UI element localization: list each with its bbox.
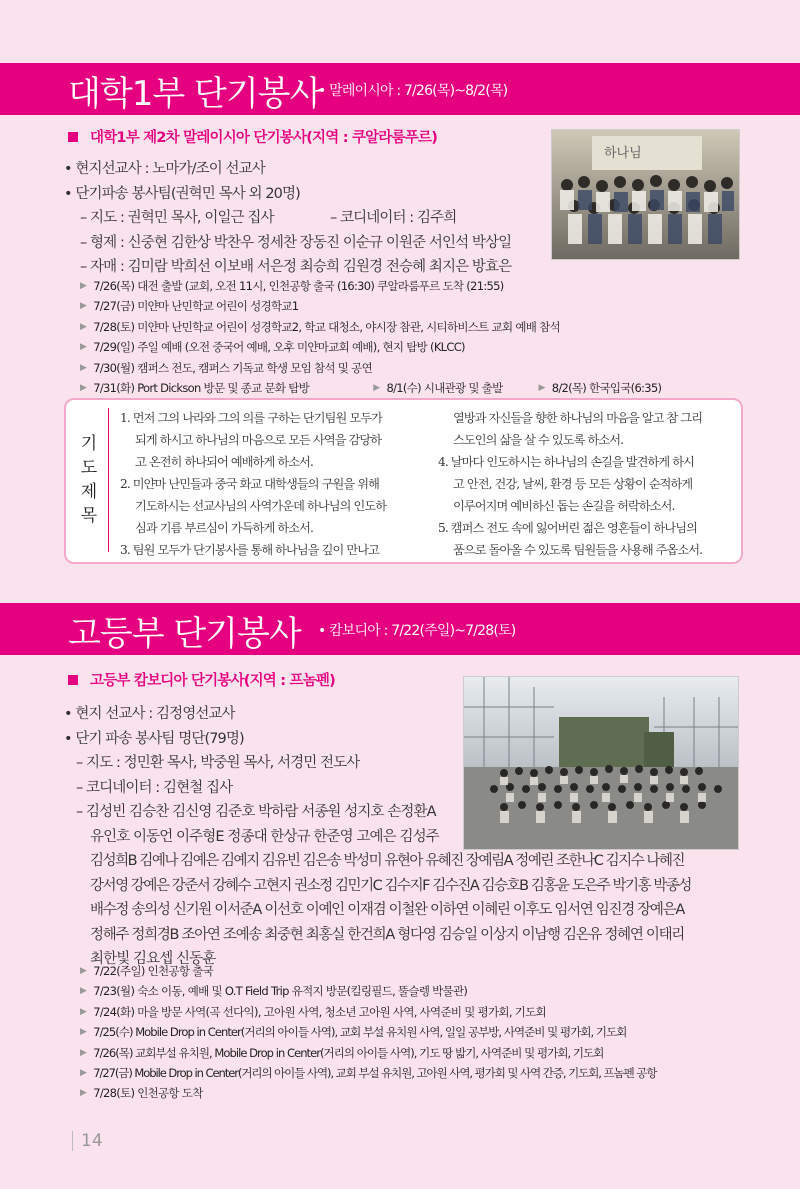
schedule-item [80,378,661,398]
schedule-item [80,296,661,316]
triangle-bullet-icon: ▶ [80,281,87,291]
prayer-label-char: 도 [80,458,98,478]
triangle-bullet-icon: ▶ [80,986,87,997]
schedule-text: 7/25(수) Mobile Drop in Center(거리의 아이들 사역), 교회 부설 유치원 사역, 일일 공부방, 사역준비 및 평가회, 기도회 [93,1025,627,1040]
info-line: • 단기 파송 봉사팀 명단(79명) [64,730,244,747]
schedule-text: 8/2(목) 한국입국(6:35) [551,380,662,395]
schedule-item [80,358,661,378]
schedule-text: 7/22(주일) 인천공항 출국 [93,964,214,978]
section1-heading-text: 대학1부 제2차 말레이시아 단기봉사(지역 : 쿠알라룸푸르) [90,130,438,146]
section1-schedule [80,276,661,398]
schedule-item [80,1083,656,1103]
section1-title: 대학1부 단기봉사 [68,74,322,114]
coordinator-line: – 코디네이터 : 김주희 [330,210,457,226]
triangle-bullet-icon: ▶ [80,1047,87,1058]
team-photo-image [552,130,739,259]
schedule-item [80,961,656,981]
info-line: • 단기파송 봉사팀(권혁민 목사 외 20명) [64,185,300,202]
section1-team-photo [551,129,740,260]
triangle-bullet-icon: ▶ [80,966,87,976]
schedule-item [80,317,661,337]
triangle-bullet-icon: ▶ [80,382,87,393]
info-line: – 코디네이터 : 김현철 집사 [76,779,233,796]
schedule-item [80,1043,656,1063]
triangle-bullet-icon: ▶ [80,301,87,312]
prayer-right-column [438,407,702,561]
info-line: – 형제 : 신중현 김한상 박찬우 정세찬 장동진 이순규 이원준 서인석 박상일 [80,234,512,251]
square-bullet-icon [68,675,78,685]
schedule-text: 7/31(화) Port Dickson 방문 및 종교 문화 탐방 [93,380,310,395]
prayer-line: 고 온전히 하나되어 예배하게 하소서. [135,455,313,469]
photo-banner-text: 하나님 [604,146,642,161]
prayer-line: 기도하시는 선교사님의 사역가운데 하나님의 인도하 [135,499,387,513]
triangle-bullet-icon: ▶ [80,342,87,353]
triangle-bullet-icon: ▶ [80,1088,87,1099]
info-line: 김성희B 김예나 김예은 김예지 김유빈 김은송 박성미 유현아 유혜진 장예림A 정예린 조한나C 김지수 나혜진 [90,853,685,869]
info-line: – 김성빈 김승찬 김신영 김준호 박하람 서종원 성지호 손정환A [76,804,436,820]
info-line: 정해주 정희경B 조아연 조예송 최중현 최홍실 한건희A 형다영 김승일 이상지 이남행 김온유 정혜연 이태리 [90,926,684,943]
info-line: 최한빛 김요셉 신동훈 [90,951,216,967]
prayer-left-column [120,407,386,561]
schedule-text: 7/27(금) Mobile Drop in Center(거리의 아이들 사역), 교회 부설 유치원, 고아원 사역, 평가회 및 사역 간증, 기도회, 프놈펜 공항 [93,1065,657,1080]
schedule-item [80,1063,656,1083]
section1-heading [68,126,437,147]
schedule-text: 7/26(목) 교회부설 유치원, Mobile Drop in Center(거리의 아이들 사역), 기도 땅 밟기, 사역준비 및 평가회, 기도회 [93,1045,604,1060]
triangle-bullet-icon: ▶ [538,382,545,393]
info-line: • 현지 선교사 : 김정영선교사 [64,706,235,722]
section2-schedule [80,961,656,1104]
prayer-line: 스도인의 삶을 살 수 있도록 하소서. [453,433,624,447]
schedule-text: 7/30(월) 캠퍼스 전도, 캠퍼스 기독교 학생 모임 참석 및 공연 [93,360,372,375]
prayer-line: 5. 캠퍼스 전도 속에 잃어버린 젊은 영혼들이 하나님의 [438,521,697,535]
prayer-label-char: 기 [80,434,98,454]
schedule-text: 8/1(수) 시내관광 및 출발 [386,380,503,395]
schedule-item [80,337,661,357]
info-line: – 지도 : 권혁민 목사, 이일근 집사 [80,210,274,226]
prayer-label-char: 제 [80,482,98,502]
prayer-line: 되게 하시고 하나님의 마음으로 모든 사역을 감당하 [135,433,382,447]
prayer-line: 심과 기름 부르심이 가득하게 하소서. [135,521,313,535]
triangle-bullet-icon: ▶ [80,362,87,373]
section2-heading-text: 고등부 캄보디아 단기봉사(지역 : 프놈펜) [90,673,335,689]
info-line: – 자매 : 김미람 박희선 이보배 서은정 최승희 김원경 전승혜 최지은 방효은 [80,259,512,275]
page-number [72,1131,103,1151]
schedule-text: 7/24(화) 마을 방문 사역(곡 선다익), 고아원 사역, 청소년 고아원 사역, 사역준비 및 평가회, 기도회 [93,1004,546,1019]
prayer-topics-box [64,398,743,564]
info-line: 배수정 송의성 신기원 이서준A 이선호 이예인 이재겸 이철완 이하연 이혜린 이후도 임서연 임진경 장예은A [90,902,684,918]
prayer-line: 2. 미얀마 난민들과 중국 화교 대학생들의 구원을 위해 [120,477,379,491]
schedule-text: 7/28(토) 인천공항 도착 [93,1086,203,1101]
triangle-bullet-icon: ▶ [80,321,87,332]
info-line: • 현지선교사 : 노마가/조이 선교사 [64,161,265,177]
section1-subtitle: • 말레이시아 : 7/26(목)~8/2(목) [318,83,508,99]
info-line: 유인호 이동언 이주형E 정종대 한상규 한준영 고예은 김성주 [90,828,439,845]
schedule-text: 7/27(금) 미얀마 난민학교 어린이 성경학교1 [93,299,299,314]
triangle-bullet-icon: ▶ [80,1027,87,1038]
prayer-line: 품으로 돌아올 수 있도록 팀원들을 사용해 주옵소서. [453,543,703,557]
section2-heading [68,669,335,690]
schedule-item [80,276,661,296]
page-number-text: 14 [81,1131,103,1151]
schedule-text: 7/29(일) 주일 예배 (오전 중국어 예배, 오후 미얀마교회 예배), 현지 탐방 (KLCC) [93,340,465,355]
prayer-line: 3. 팀원 모두가 단기봉사를 통해 하나님을 깊이 만나고 [120,543,379,557]
section1-coordinator [330,206,456,231]
prayer-label-char: 목 [80,506,98,526]
prayer-line: 1. 먼저 그의 나라와 그의 의를 구하는 단기팀원 모두가 [120,411,382,425]
triangle-bullet-icon: ▶ [373,382,380,393]
prayer-line: 이루어지며 예비하신 돕는 손길을 허락하소서. [453,499,675,513]
schedule-text: 7/28(토) 미얀마 난민학교 어린이 성경학교2, 학교 대청소, 야시장 참관, 시티하비스트 교회 예배 참석 [93,319,560,334]
prayer-label [76,432,102,528]
schedule-text: 7/26(목) 대전 출발 (교회, 오전 11시, 인천공항 출국 (16:30) 쿠알라룸푸르 도착 (21:55) [93,279,504,293]
prayer-line: 4. 날마다 인도하시는 하나님의 손길을 발견하게 하시 [438,455,695,469]
triangle-bullet-icon: ▶ [80,1006,87,1017]
square-bullet-icon [68,132,78,142]
section2-subtitle: • 캄보디아 : 7/22(주일)~7/28(토) [318,623,516,639]
triangle-bullet-icon: ▶ [80,1067,87,1078]
prayer-divider [108,408,109,552]
section2-title: 고등부 단기봉사 [68,614,301,654]
schedule-item [80,1022,656,1042]
schedule-item [80,981,656,1001]
schedule-text: 7/23(월) 숙소 이동, 예배 및 O.T Field Trip 유적지 방문(킬링필드, 뚤슬렝 박물관) [93,984,468,999]
info-line: – 지도 : 정민환 목사, 박중원 목사, 서경민 전도사 [76,755,360,771]
info-line: 강서영 강예은 강준서 강혜수 고현지 권소정 김민기C 김수지F 김수진A 김승호B 김홍윤 도은주 박기홍 박종성 [90,877,691,894]
schedule-item [80,1002,656,1022]
section2-team-info [64,702,691,972]
page-number-divider [72,1131,73,1151]
prayer-line: 고 안전, 건강, 날씨, 환경 등 모든 상황이 순적하게 [453,477,693,491]
prayer-line: 열방과 자신들을 향한 하나님의 마음을 알고 참 그리 [453,411,703,425]
